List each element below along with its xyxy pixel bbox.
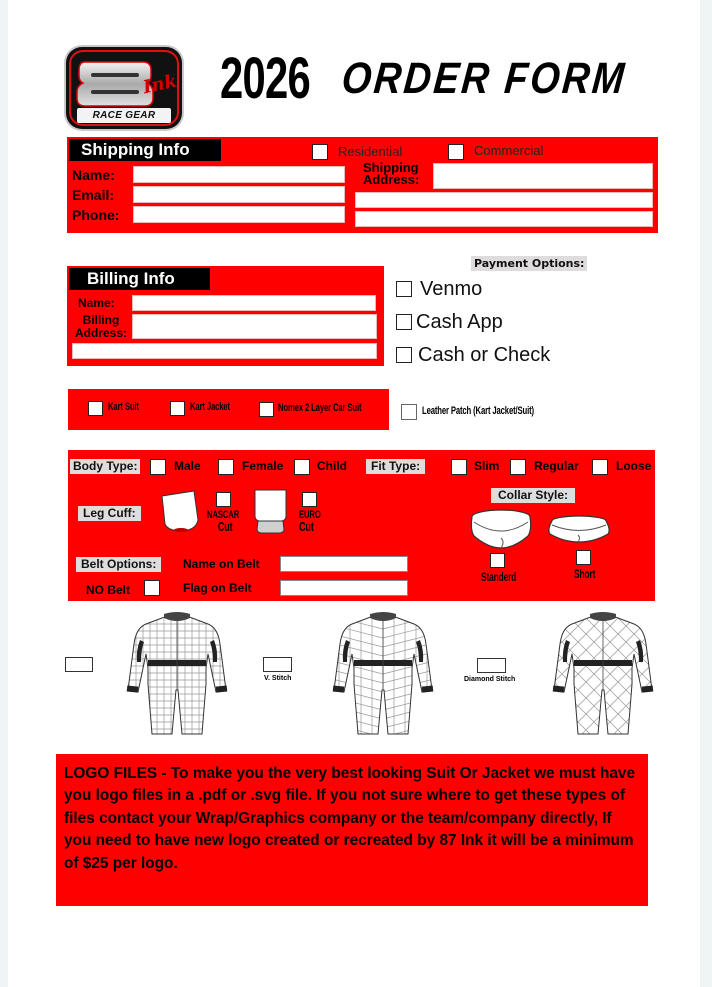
no-belt-checkbox[interactable] <box>144 580 160 596</box>
billing-address-label-line1: Billing <box>82 313 120 327</box>
order-form-page <box>8 0 700 987</box>
nascar-cuff-checkbox[interactable] <box>216 492 231 507</box>
suit-right-cuff <box>216 685 228 692</box>
billing-name-input[interactable] <box>132 295 376 311</box>
standard-collar-label: Standerd <box>481 570 517 584</box>
fit-regular-checkbox[interactable] <box>510 459 526 475</box>
leather-patch-checkbox[interactable] <box>401 404 417 420</box>
leg-cuff-label: Leg Cuff: <box>78 506 141 521</box>
fit-slim-checkbox[interactable] <box>451 459 467 475</box>
billing-info-title: Billing Info <box>69 268 210 290</box>
shipping-email-label: Email: <box>72 187 115 203</box>
body-female-label: Female <box>242 459 284 473</box>
suit-left-cuff <box>333 685 345 692</box>
page-title <box>220 46 673 112</box>
kart-jacket-label: Kart Jacket <box>190 401 230 413</box>
billing-address-line2-input[interactable] <box>72 343 377 359</box>
nascar-cuff-icon <box>160 490 200 534</box>
shipping-address-label-line1: Shipping <box>363 160 419 175</box>
box-stitch-checkbox[interactable] <box>65 657 93 672</box>
body-child-label: Child <box>317 459 347 473</box>
shipping-phone-input[interactable] <box>133 206 345 223</box>
flag-on-belt-input[interactable] <box>280 580 408 596</box>
cash-app-checkbox[interactable] <box>396 314 412 330</box>
shipping-address-line1-input[interactable] <box>433 163 653 189</box>
cash-or-check-label: Cash or Check <box>418 344 551 366</box>
box-stitch-suit-icon <box>122 610 232 738</box>
commercial-label: Commercial <box>474 143 544 158</box>
v-stitch-suit-icon <box>328 610 438 738</box>
nomex-car-suit-label: Nomex 2 Layer Car Suit <box>278 402 362 414</box>
euro-cuff-label-line2: Cut <box>299 519 314 534</box>
kart-suit-label: Kart Suit <box>108 401 139 413</box>
suit-options-section <box>68 450 655 601</box>
residential-label: Residential <box>338 144 403 159</box>
v-stitch-label: V. Stitch <box>264 675 292 682</box>
body-child-checkbox[interactable] <box>294 459 310 475</box>
belt-options-label: Belt Options: <box>76 557 161 572</box>
no-belt-label: NO Belt <box>86 583 131 597</box>
fit-slim-label: Slim <box>474 459 500 473</box>
shipping-name-label: Name: <box>72 167 115 183</box>
collar-style-label: Collar Style: <box>491 488 575 503</box>
billing-address-label <box>72 314 130 340</box>
standard-collar-checkbox[interactable] <box>490 553 505 568</box>
name-on-belt-input[interactable] <box>280 556 408 572</box>
nascar-cuff-label-line2: Cut <box>217 519 233 534</box>
euro-cuff-label <box>299 510 320 532</box>
short-collar-label: Short <box>574 567 596 581</box>
fit-type-label: Fit Type: <box>366 459 425 474</box>
shipping-email-input[interactable] <box>133 186 345 203</box>
euro-cuff-checkbox[interactable] <box>302 492 317 507</box>
venmo-label: Venmo <box>420 278 483 300</box>
brand-logo <box>63 44 185 132</box>
title-text: ORDER FORM <box>340 54 630 103</box>
logo-tagline: RACE GEAR <box>92 110 156 121</box>
shipping-phone-label: Phone: <box>72 207 120 223</box>
fit-regular-label: Regular <box>534 459 579 473</box>
suit-left-cuff <box>127 685 139 692</box>
commercial-checkbox[interactable] <box>448 144 464 160</box>
residential-checkbox[interactable] <box>312 144 328 160</box>
cash-app-label: Cash App <box>416 311 503 333</box>
logo-files-notice-text: LOGO FILES - To make you the very best looking Suit Or Jacket we must have you logo files in a .pdf or .svg file. If you not sure where to get these types of files contact your Wrap/Graphics company or the team/company directly, If you need to have new logo created or recreated by 87 Ink it will be a minimum of $25 per logo. <box>64 765 636 872</box>
logo-files-notice <box>56 754 648 906</box>
shipping-address-label <box>363 162 419 186</box>
body-male-label: Male <box>174 459 201 473</box>
suit-right-cuff <box>422 685 434 692</box>
suit-right-cuff <box>642 685 654 692</box>
kart-jacket-checkbox[interactable] <box>170 401 185 416</box>
billing-address-label-line2: Address: <box>74 326 127 340</box>
shipping-info-section <box>67 137 658 233</box>
body-male-checkbox[interactable] <box>150 459 166 475</box>
logo-script-text: Ink <box>141 70 179 99</box>
euro-cuff-icon <box>253 488 289 534</box>
nascar-cuff-label <box>207 510 239 532</box>
euro-cuff-label-line1: EURO <box>299 509 321 521</box>
billing-name-label: Name: <box>78 296 115 310</box>
venmo-checkbox[interactable] <box>396 281 412 297</box>
v-stitch-checkbox[interactable] <box>263 657 292 672</box>
logo-tagline-plate <box>77 108 171 123</box>
body-type-label: Body Type: <box>70 459 140 474</box>
suit-left-cuff <box>553 685 565 692</box>
diamond-stitch-label: Diamond Stitch <box>464 676 516 683</box>
nomex-car-suit-checkbox[interactable] <box>259 402 274 417</box>
shipping-name-input[interactable] <box>133 166 345 183</box>
fit-loose-label: Loose <box>616 459 652 473</box>
standard-collar-icon <box>468 508 534 552</box>
product-selection-section <box>68 389 389 430</box>
fit-loose-checkbox[interactable] <box>592 459 608 475</box>
shipping-address-label-line2: Address: <box>363 172 420 187</box>
cash-or-check-checkbox[interactable] <box>396 347 412 363</box>
shipping-info-title: Shipping Info <box>69 139 221 161</box>
kart-suit-checkbox[interactable] <box>88 401 103 416</box>
nascar-cuff-label-line1: NASCAR <box>207 509 240 521</box>
short-collar-checkbox[interactable] <box>576 550 591 565</box>
flag-on-belt-label: Flag on Belt <box>183 581 252 595</box>
billing-info-section <box>67 266 384 366</box>
name-on-belt-label: Name on Belt <box>183 557 260 571</box>
body-female-checkbox[interactable] <box>218 459 234 475</box>
diamond-stitch-checkbox[interactable] <box>477 658 506 673</box>
short-collar-icon <box>546 514 612 544</box>
shipping-address-line3-input[interactable] <box>355 211 653 227</box>
title-year: 2026 <box>220 46 311 111</box>
leather-patch-label: Leather Patch (Kart Jacket/Suit) <box>422 405 534 417</box>
shipping-address-line2-input[interactable] <box>355 192 653 208</box>
payment-options-title: Payment Options: <box>471 256 587 271</box>
diamond-stitch-suit-icon <box>548 610 658 738</box>
billing-address-line1-input[interactable] <box>132 314 377 339</box>
